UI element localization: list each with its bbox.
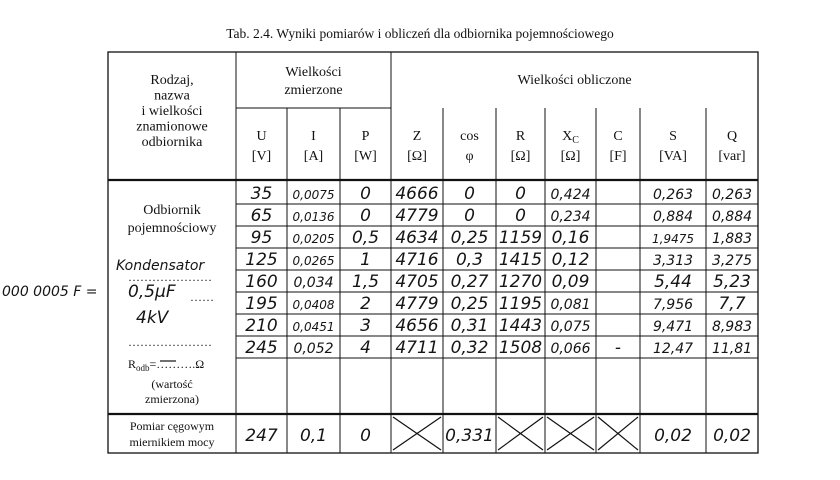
clamp-row-label: Pomiar cęgowym [129, 419, 215, 433]
column-header-symbol: $X_C$ [562, 129, 579, 146]
column-header-symbol: C [613, 129, 623, 144]
header-rodzaj-line: nazwa [154, 88, 190, 104]
table-cell-R: 1443 [498, 316, 543, 336]
table-cell-R: 1270 [498, 272, 543, 292]
column-header-symbol: cos [460, 129, 479, 144]
column-header-symbol: R [515, 129, 526, 144]
table-cell-Xc: 0,16 [551, 228, 590, 248]
column-header-unit: [var] [718, 149, 746, 164]
table-cell-U: 95 [250, 228, 273, 248]
clamp-cell-P: 0 [360, 426, 371, 446]
table-cell-Q: 5,23 [713, 272, 751, 292]
table-cell-cos: 0 [464, 184, 475, 204]
table-cell-U: 160 [245, 272, 278, 292]
table-cell-P: 4 [360, 338, 371, 358]
header-measured-group: zmierzone [284, 83, 343, 98]
table-cell-Q: 7,7 [718, 294, 746, 314]
column-header-symbol: Z [412, 129, 422, 144]
voltage-handwritten: 4kV [136, 308, 169, 328]
clamp-cell-Q: 0,02 [713, 426, 751, 446]
table-cell-I: 0,0075 [292, 188, 335, 202]
receiver-title: Odbiornik [143, 203, 201, 218]
table-cell-Q: 3,275 [711, 253, 753, 269]
table-cell-R: 1508 [498, 338, 543, 358]
table-cell-S: 9,471 [652, 319, 694, 335]
table-cell-Z: 4705 [395, 272, 439, 292]
table-cell-C: - [614, 338, 622, 358]
table-cell-Z: 4779 [395, 206, 439, 226]
table-cell-Q: 11,81 [711, 341, 753, 357]
table-cell-Z: 4779 [395, 294, 439, 314]
table-cell-Q: 1,883 [711, 231, 753, 247]
table-cell-Q: 8,983 [711, 319, 753, 335]
header-rodzaj-line: znamionowe [136, 119, 208, 135]
table-cell-P: 0,5 [351, 228, 380, 248]
capacity-handwritten: 0,5µF [128, 282, 176, 302]
table-cell-Xc: 0,075 [550, 319, 591, 335]
table-cell-U: 35 [250, 184, 273, 204]
table-cell-Xc: 0,066 [550, 341, 591, 357]
table-cell-S: 1,9475 [652, 232, 694, 246]
table-header [136, 65, 745, 164]
table-cell-Xc: 0,081 [550, 297, 591, 313]
table-cell-Z: 4711 [395, 338, 439, 358]
table-cell-U: 195 [245, 294, 278, 314]
table-cell-R: 1195 [498, 294, 543, 314]
table-cell-Z: 4666 [395, 184, 439, 204]
dotted-line: …… [190, 290, 214, 304]
table-cell-P: 0 [360, 184, 371, 204]
table-cell-I: 0,0205 [292, 232, 335, 246]
table-cell-cos: 0,27 [450, 272, 489, 292]
column-header-symbol: S [669, 129, 677, 144]
column-header-unit: [Ω] [510, 149, 531, 164]
table-cell-P: 2 [360, 294, 371, 314]
table-cell-P: 3 [360, 316, 371, 336]
table-cell-I: 0,0451 [292, 320, 335, 334]
margin-note: 000 0005 F = [2, 284, 98, 300]
column-header-unit: [F] [609, 149, 627, 164]
table-cell-I: 0,052 [293, 341, 334, 357]
table-cell-S: 0,263 [652, 187, 694, 203]
dotted-line: ………………… [128, 335, 212, 349]
table-cell-Q: 0,884 [711, 209, 753, 225]
table-cell-U: 245 [245, 338, 278, 358]
table-cell-Q: 0,263 [711, 187, 753, 203]
table-cell-Z: 4656 [395, 316, 439, 336]
column-header-symbol: I [311, 129, 316, 144]
header-calculated-group: Wielkości obliczone [517, 73, 632, 88]
column-header-unit: φ [465, 149, 474, 164]
clamp-cell-S: 0,02 [654, 426, 692, 446]
clamp-meter-row [130, 417, 751, 450]
rodb-label: $R_{odb}=\dots\dots\dots.\Omega$ [128, 357, 205, 373]
column-header-unit: [A] [303, 149, 324, 164]
header-rodzaj-line: i wielkości [141, 104, 203, 119]
column-header-symbol: U [256, 129, 267, 144]
table-cell-Xc: 0,12 [551, 250, 590, 270]
table-cell-S: 3,313 [652, 253, 694, 269]
table-cell-S: 7,956 [652, 297, 694, 313]
table-cell-Xc: 0,234 [550, 209, 591, 225]
column-header-unit: [V] [251, 149, 272, 164]
table-cell-Z: 4716 [395, 250, 439, 270]
rodb-note: (wartość [151, 377, 193, 391]
table-cell-S: 12,47 [652, 341, 694, 357]
table-cell-cos: 0,25 [450, 228, 489, 248]
column-header-symbol: P [361, 129, 370, 144]
table-cell-P: 1,5 [351, 272, 380, 292]
table-cell-I: 0,0265 [292, 254, 335, 268]
table-cell-R: 0 [515, 184, 526, 204]
table-cell-R: 0 [515, 206, 526, 226]
header-rodzaj-line: Rodzaj, [150, 73, 194, 88]
table-cell-P: 0 [360, 206, 371, 226]
table-cell-U: 65 [250, 206, 273, 226]
clamp-cell-U: 247 [245, 426, 278, 446]
table-cell-I: 0,0136 [292, 210, 335, 224]
rodb-note: zmierzona) [145, 392, 199, 406]
left-panel [2, 203, 216, 406]
clamp-cell-cos: 0,331 [445, 426, 494, 446]
header-rodzaj-line: odbiornika [141, 135, 203, 150]
table-cell-P: 1 [360, 250, 371, 270]
table-cell-R: 1415 [498, 250, 543, 270]
receiver-type-handwritten: Kondensator [116, 258, 205, 274]
column-header-symbol: Q [726, 129, 738, 144]
table-cell-Xc: 0,09 [551, 272, 590, 292]
table-cell-S: 5,44 [654, 272, 692, 292]
table-cell-U: 125 [245, 250, 278, 270]
clamp-row-label: miernikiem mocy [129, 435, 215, 449]
table-cell-Xc: 0,424 [550, 187, 591, 203]
table-cell-I: 0,0408 [292, 298, 335, 312]
table-cell-Z: 4634 [395, 228, 439, 248]
receiver-title: pojemnościowy [127, 221, 217, 236]
table-cell-cos: 0 [464, 206, 475, 226]
dotted-line: ………………… [128, 270, 212, 284]
table-cell-S: 0,884 [652, 209, 694, 225]
table-cell-cos: 0,3 [455, 250, 484, 270]
column-header-unit: [VA] [659, 149, 687, 164]
column-header-unit: [W] [354, 149, 377, 164]
table-cell-U: 210 [245, 316, 278, 336]
table-caption: Tab. 2.4. Wyniki pomiarów i obliczeń dla odbiornika pojemnościowego [226, 26, 614, 41]
table-cell-R: 1159 [498, 228, 543, 248]
column-header-unit: [Ω] [407, 149, 427, 164]
table-body [245, 184, 752, 358]
column-header-unit: [Ω] [560, 149, 581, 164]
table-cell-cos: 0,32 [450, 338, 489, 358]
table-cell-cos: 0,31 [450, 316, 489, 336]
clamp-cell-I: 0,1 [299, 426, 328, 446]
table-cell-I: 0,034 [293, 275, 334, 291]
header-measured-group: Wielkości [285, 65, 342, 80]
table-cell-cos: 0,25 [450, 294, 489, 314]
